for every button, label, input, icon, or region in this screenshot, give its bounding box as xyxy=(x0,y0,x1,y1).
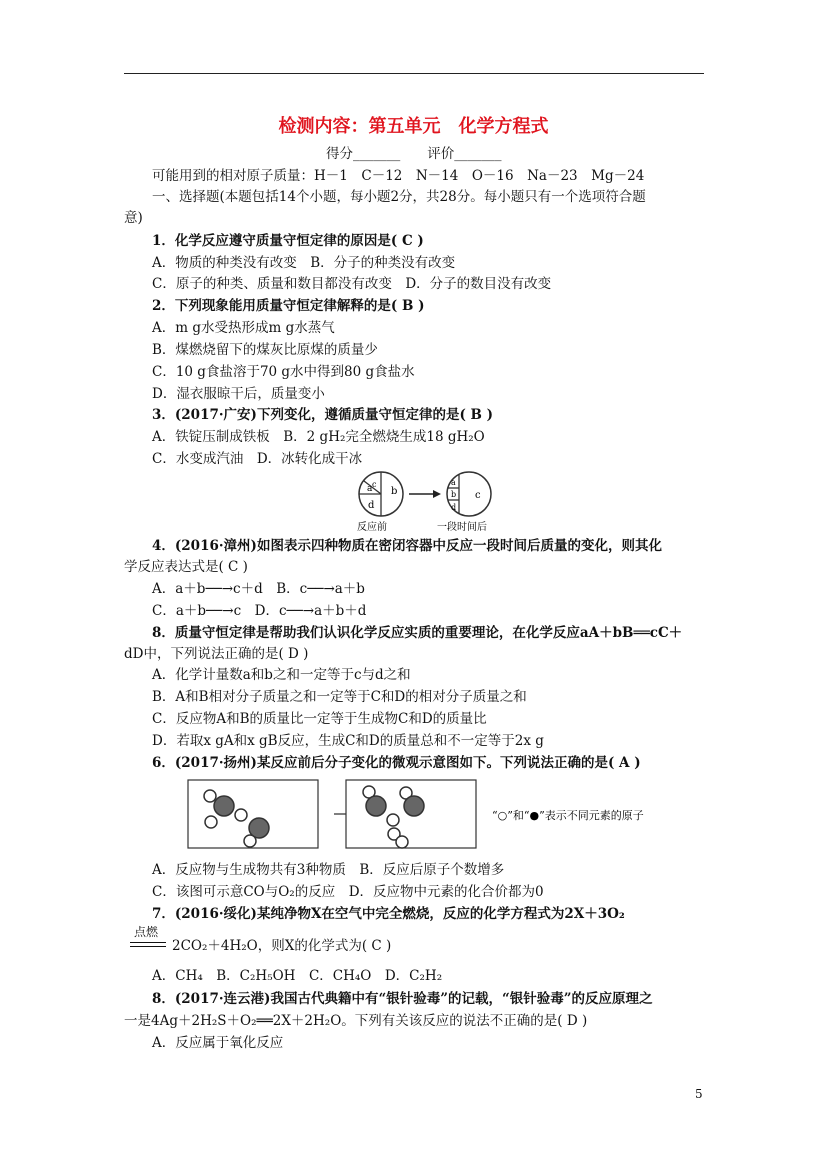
gray-atom xyxy=(214,796,234,816)
question-3-stem: 3．(2017·广安)下列变化，遵循质量守恒定律的是( B ) xyxy=(152,407,494,423)
question-6-option: A．反应物与生成物共有3种物质 B．反应后原子个数增多 xyxy=(152,862,505,878)
question-2-option: B．煤燃烧留下的煤灰比原煤的质量少 xyxy=(152,342,378,358)
question-4-stem-cont: 学反应表达式是( C ) xyxy=(124,559,248,575)
question-8b-stem: 8．(2017·连云港)我国古代典籍中有“银针验毒”的记载，“银针验毒”的反应原理之 xyxy=(152,991,653,1007)
pie-label: a xyxy=(367,484,373,494)
arrow-head xyxy=(433,490,441,498)
white-atom xyxy=(235,809,247,821)
page-number: 5 xyxy=(695,1087,703,1101)
question-6-stem: 6．(2017·扬州)某反应前后分子变化的微观示意图如下。下列说法正确的是( A ) xyxy=(152,755,641,771)
pie-label: d xyxy=(451,503,457,512)
header-rule xyxy=(124,73,704,74)
question-2-option: D．湿衣服晾干后，质量变小 xyxy=(152,386,325,402)
question-8a-option: B．A和B相对分子质量之和一定等于C和D的相对分子质量之和 xyxy=(152,689,527,705)
white-atom xyxy=(204,790,216,802)
gray-atom xyxy=(404,796,424,816)
page-title: 检测内容：第五单元 化学方程式 xyxy=(278,116,549,137)
reaction-condition: 点燃 xyxy=(134,925,159,939)
white-atom xyxy=(387,814,399,826)
question-3-option: C．水变成汽油 D．冰转化成干冰 xyxy=(152,451,363,467)
question-4-option: C．a＋b──→c D．c──→a＋b＋d xyxy=(152,603,367,619)
molecule-legend: “○”和“●”表示不同元素的原子 xyxy=(492,809,644,822)
question-8b-option: A．反应属于氧化反应 xyxy=(152,1035,284,1051)
q6-molecule-figure xyxy=(186,778,706,852)
section-heading-cont: 意) xyxy=(124,210,143,226)
caption-after: 一段时间后 xyxy=(437,522,487,533)
pie-label: c xyxy=(475,490,481,501)
white-atom xyxy=(396,836,408,848)
equals-sign xyxy=(130,942,166,947)
pie-label: b xyxy=(391,486,398,497)
question-2-option: C．10 g食盐溶于70 g水中得到80 g食盐水 xyxy=(152,364,415,380)
question-8a-stem: 8．质量守恒定律是帮助我们认识化学反应实质的重要理论，在化学反应aA＋bB══cC＋ xyxy=(152,625,683,641)
question-4-option: A．a＋b──→c＋d B．c──→a＋b xyxy=(152,581,365,597)
question-2-stem: 2．下列现象能用质量守恒定律解释的是( B ) xyxy=(152,298,425,314)
question-7-stem-cont: 2CO₂＋4H₂O，则X的化学式为( C ) xyxy=(172,938,392,954)
atomic-masses: 可能用到的相对原子质量：H－1 C－12 N－14 O－16 Na－23 Mg－24 xyxy=(152,168,645,184)
caption-before: 反应前 xyxy=(357,522,387,533)
pie-label: a xyxy=(451,478,456,487)
pie-label: b xyxy=(451,490,457,499)
question-1-option: C．原子的种类、质量和数目都没有改变 D．分子的数目没有改变 xyxy=(152,276,552,292)
question-1-stem: 1．化学反应遵守质量守恒定律的原因是( C ) xyxy=(152,233,424,249)
question-8a-option: C．反应物A和B的质量比一定等于生成物C和D的质量比 xyxy=(152,711,487,727)
question-4-stem: 4．(2016·漳州)如图表示四种物质在密闭容器中反应一段时间后质量的变化，则其化 xyxy=(152,538,662,554)
question-8b-stem-cont: 一是4Ag＋2H₂S＋O₂══2X＋2H₂O。下列有关该反应的说法不正确的是( D ) xyxy=(124,1013,588,1029)
question-8a-stem-cont: dD中，下列说法正确的是( D ) xyxy=(124,646,309,662)
question-7-option: A．CH₄ B．C₂H₅OH C．CH₄O D．C₂H₂ xyxy=(152,968,443,984)
question-8a-option: A．化学计量数a和b之和一定等于c与d之和 xyxy=(152,667,411,683)
white-atom xyxy=(244,835,256,847)
question-2-option: A．m g水受热形成m g水蒸气 xyxy=(152,320,335,336)
gray-atom xyxy=(366,796,386,816)
question-1-option: A．物质的种类没有改变 B．分子的种类没有改变 xyxy=(152,255,456,271)
question-7-stem: 7．(2016·绥化)某纯净物X在空气中完全燃烧，反应的化学方程式为2X＋3O₂ xyxy=(152,906,625,922)
q4-pie-figure xyxy=(355,470,505,534)
score-line: 得分_______ 评价_______ xyxy=(326,146,502,162)
question-6-option: C．该图可示意CO与O₂的反应 D．反应物中元素的化合价都为0 xyxy=(152,884,544,900)
section-heading: 一、选择题(本题包括14个小题，每小题2分，共28分。每小题只有一个选项符合题 xyxy=(152,189,646,205)
pie-label: d xyxy=(368,500,375,511)
question-3-option: A．铁锭压制成铁板 B．2 gH₂完全燃烧生成18 gH₂O xyxy=(152,429,485,445)
pie-label: c xyxy=(372,480,377,489)
white-atom xyxy=(205,816,217,828)
question-8a-option: D．若取x gA和x gB反应，生成C和D的质量总和不一定等于2x g xyxy=(152,733,544,749)
